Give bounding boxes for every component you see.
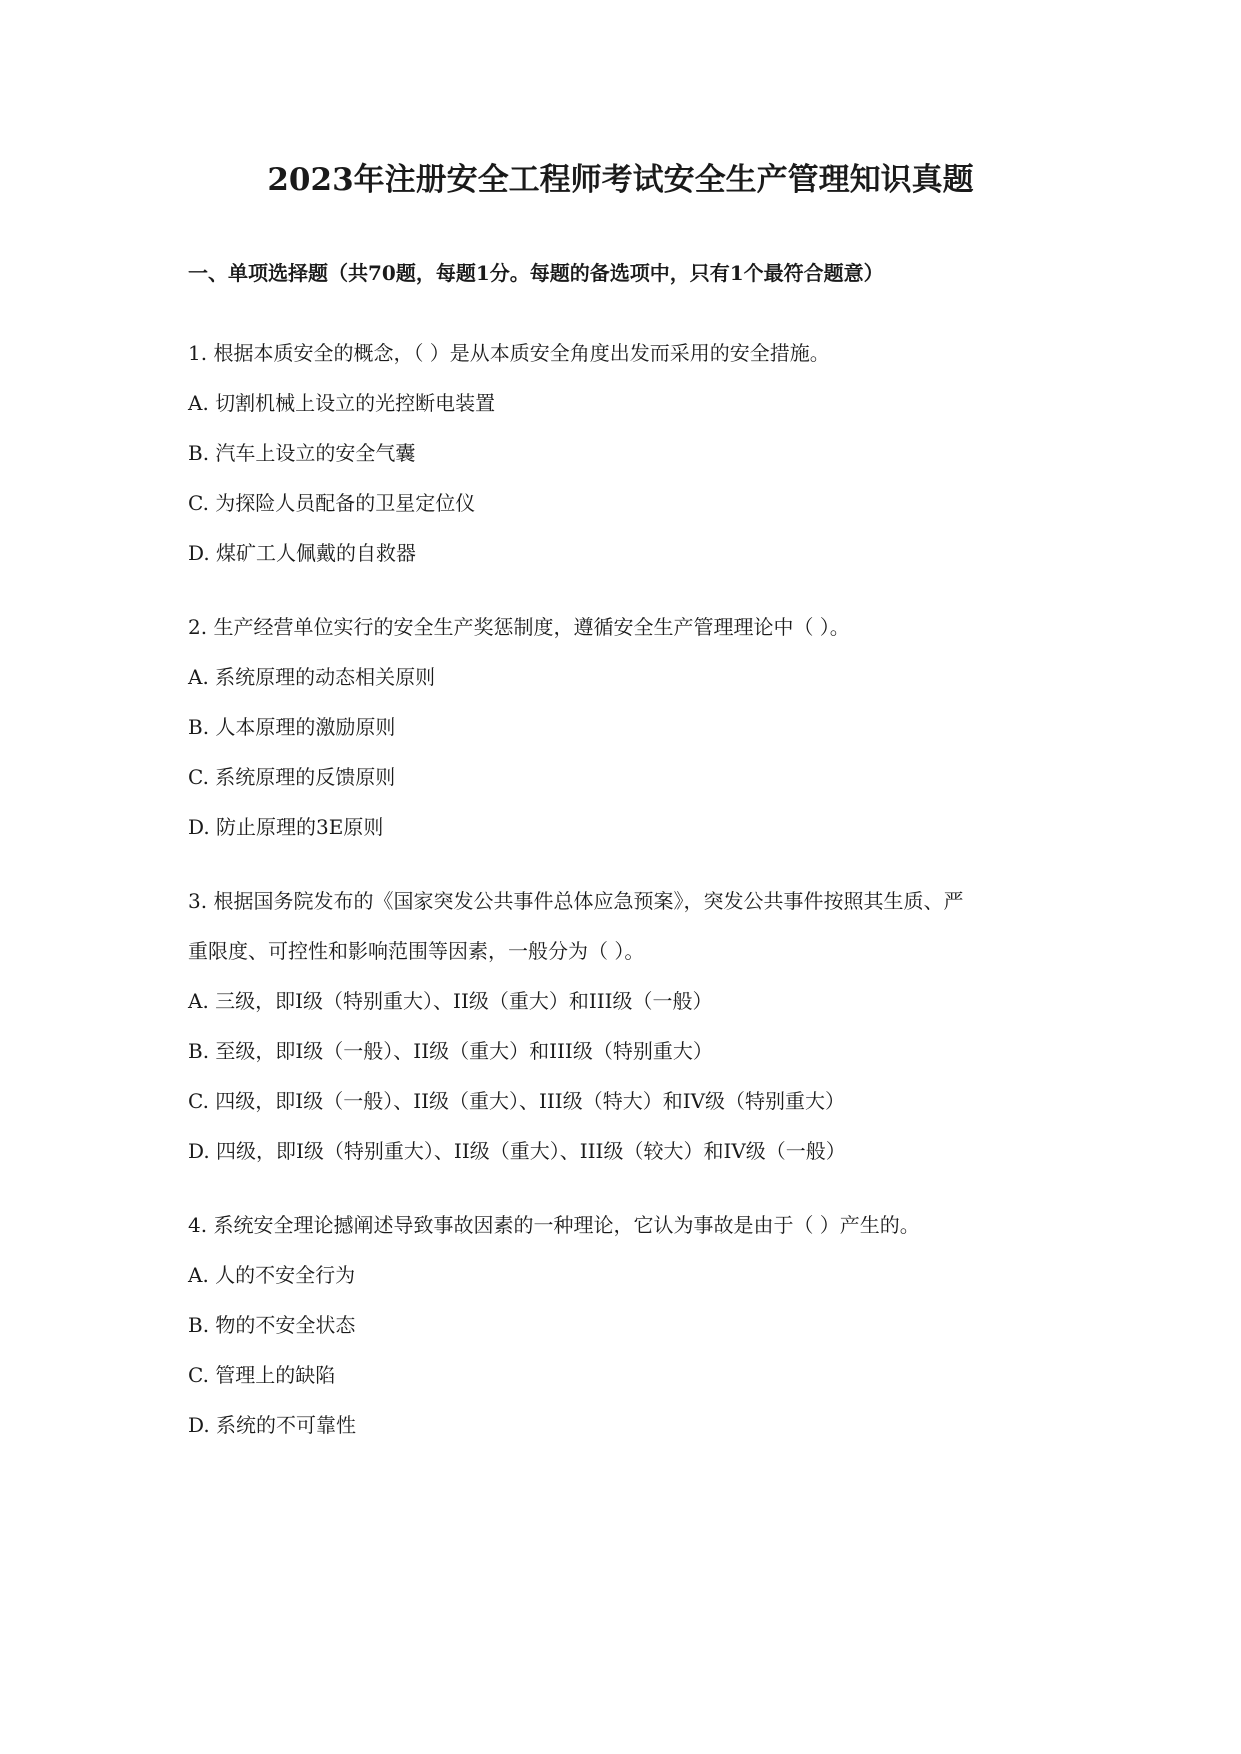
option-a: A. 人的不安全行为 <box>188 1263 356 1287</box>
option-c: C. 系统原理的反馈原则 <box>188 765 396 789</box>
section-heading: 一、单项选择题（共70题，每题1分。每题的备选项中，只有1个最符合题意） <box>188 261 884 285</box>
option-b: B. 人本原理的激励原则 <box>188 715 396 739</box>
option-a: A. 切割机械上设立的光控断电装置 <box>188 391 496 415</box>
option-a: A. 系统原理的动态相关原则 <box>188 665 436 689</box>
question-stem: 4. 系统安全理论撼阐述导致事故因素的一种理论，它认为事故是由于（ ）产生的。 <box>188 1213 920 1237</box>
option-a: A. 三级，即I级（特别重大）、II级（重大）和III级（一般） <box>188 989 713 1013</box>
option-c: C. 四级，即I级（一般）、II级（重大）、III级（特大）和IV级（特别重大） <box>188 1089 846 1113</box>
option-c: C. 管理上的缺陷 <box>188 1363 336 1387</box>
question-stem-continuation: 重限度、可控性和影响范围等因素，一般分为（ ）。 <box>188 939 645 963</box>
question-stem: 3. 根据国务院发布的《国家突发公共事件总体应急预案》，突发公共事件按照其生质、严 <box>188 889 964 913</box>
option-b: B. 至级，即I级（一般）、II级（重大）和III级（特别重大） <box>188 1039 713 1063</box>
option-b: B. 物的不安全状态 <box>188 1313 356 1337</box>
option-d: D. 四级，即I级（特别重大）、II级（重大）、III级（较大）和IV级（一般） <box>188 1139 846 1163</box>
option-b: B. 汽车上设立的安全气囊 <box>188 441 416 465</box>
option-d: D. 煤矿工人佩戴的自救器 <box>188 541 417 565</box>
option-c: C. 为探险人员配备的卫星定位仪 <box>188 491 476 515</box>
option-d: D. 防止原理的3E原则 <box>188 815 384 839</box>
question-stem: 1. 根据本质安全的概念，（ ）是从本质安全角度出发而采用的安全措施。 <box>188 341 830 365</box>
page-title: 2023年注册安全工程师考试安全生产管理知识真题 <box>267 162 974 198</box>
option-d: D. 系统的不可靠性 <box>188 1413 357 1437</box>
question-stem: 2. 生产经营单位实行的安全生产奖惩制度，遵循安全生产管理理论中（ ）。 <box>188 615 850 639</box>
